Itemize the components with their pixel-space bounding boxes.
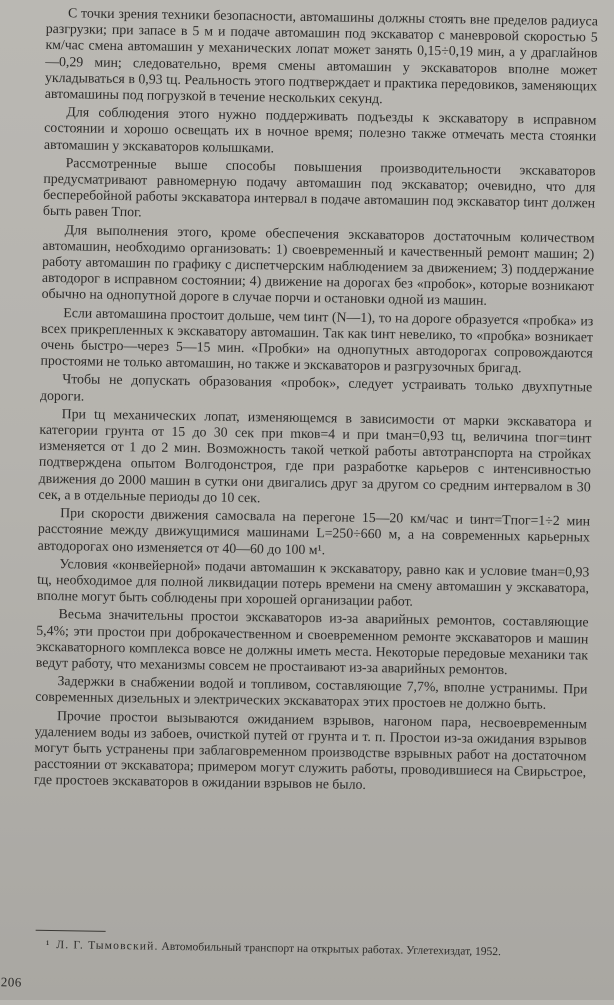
paragraph: Для соблюдения этого нужно поддерживать подъезды к экскаватору в исправном состоянии и хорошо освещать их в ночное время; полезно также отмечать места стоянки автомашин у экскаваторов колышками. [43,104,597,156]
paragraph: При скорости движения самосвала на перегоне 15—20 км/час и tинт=Tпог=1÷2 мин расстояние между движущимися машинами L=250÷660 м, а на современных карьерных автодорогах оно изменяется от 40—60 до 100 м¹. [37,505,591,557]
footnote [31,938,581,961]
paragraph: Если автомашина простоит дольше, чем tинт (N—1), то на дороге образуется «пробка» из всех прикрепленных к экскаватору автомашин. Так как tинт невелико, то «пробка» возникает очень быстро—через 5—15 мин. «Пробки» на однопутных автодорогах сопровождаются простоями не только автомашин, но также и экскаваторов и разгрузочных бригад. [40,304,594,376]
paragraph: Прочие простои вызываются ожиданием взрывов, нагоном пара, несвоевременным удалением воды из забоев, очисткой путей от грунта и т. п. Простои из-за ожидания взрывов могут быть устранены при заблаговременном производстве взрывных работ на достаточном расстоянии от экскаватора; примером могут служить работы, проводившиеся на Свирьстрое, где простоев экскаваторов в ожидании взрывов не было. [33,707,588,793]
footnote-author: Л. Г. Тымовский. [56,939,159,953]
page-number: 206 [0,974,22,990]
footnote-marker: ¹ [45,938,50,952]
paragraph: Весьма значительны простои экскаваторов из-за аварийных ремонтов, составляющие 5,4%; эти простои при доброкачественном и своевременном ремонте экскаваторов и машин экскаваторного комплекса вовсе не должны иметь места. Некоторые передовые механики так ведут работу, что механизмы совсем не простаивают из-за аварийных ремонтов. [35,606,589,678]
paragraph: Чтобы не допускать образования «пробок», следует устраивать только двухпутные дороги. [39,371,593,404]
paragraph: При tц механических лопат, изменяющемся в зависимости от марки экскаватора и категории грунта от 15 до 30 сек при mков=4 и при tман=0,93 tц, величина tпог=tинт изменяется от 1 до 2 мин. Возможность такой четкой работы автотранспорта на стройках подтверждена опытом Волгодонстроя, где при разработке карьеров с интенсивностью движения до 2000 машин в сутки они двигались друг за другом со средним интервалом в 30 сек, а в отдельные периоды до 10 сек. [38,406,592,506]
footnote-divider [36,930,106,932]
paragraph: Условия «конвейерной» подачи автомашин к экскаватору, равно как и условие tман=0,93 tц, необходимое для полной ликвидации потерь времени на смену автомашин у экскаватора, вполне могут быть соблюдены при хорошей организации работ. [36,555,590,609]
main-text [34,5,598,799]
paragraph: Рассмотренные выше способы повышения производительности экскаваторов предусматривают равномерную подачу автомашин под экскаватор; очевидно, что для бесперебойной работы экскаватора интервал в подаче автомашин под экскаватор tинт должен быть равен Tпог. [42,155,596,220]
paragraph: С точки зрения техники безопасности, автомашины должны стоять вне пределов радиуса разгрузки; при запасе в 5 м и подаче автомашин под экскаватор с маневровой скоростью 5 км/час смена автомашин у механических лопат может занять 0,15÷0,19 мин, а у драглайнов—0,29 мин; следовательно, время смены автомашин у экскаваторов вполне может укладываться в 0,93 tц. Реальность этого подтверждает и практика передовиков, заменяющих автомашины под погрузкой в течение нескольких секунд. [44,5,599,107]
paragraph: Задержки в снабжении водой и топливом, составляющие 7,7%, вполне устранимы. При современных дизельных и электрических экскаваторах этих простоев не должно быть. [35,673,588,713]
footnote-text: Автомобильный транспорт на открытых работах. Углетехиздат, 1952. [161,940,502,959]
paragraph: Для выполнения этого, кроме обеспечения экскаваторов достаточным количеством автомашин, необходимо организовать: 1) своевременный и качественный ремонт машин; 2) работу автомашин по графику с диспетчерским наблюдением за движением; 3) поддержание автодорог в исправном состоянии; 4) движение на дорогах без «пробок», которые возникают обычно на однопутной дороге в случае порчи и остановки одной из машин. [41,221,595,309]
